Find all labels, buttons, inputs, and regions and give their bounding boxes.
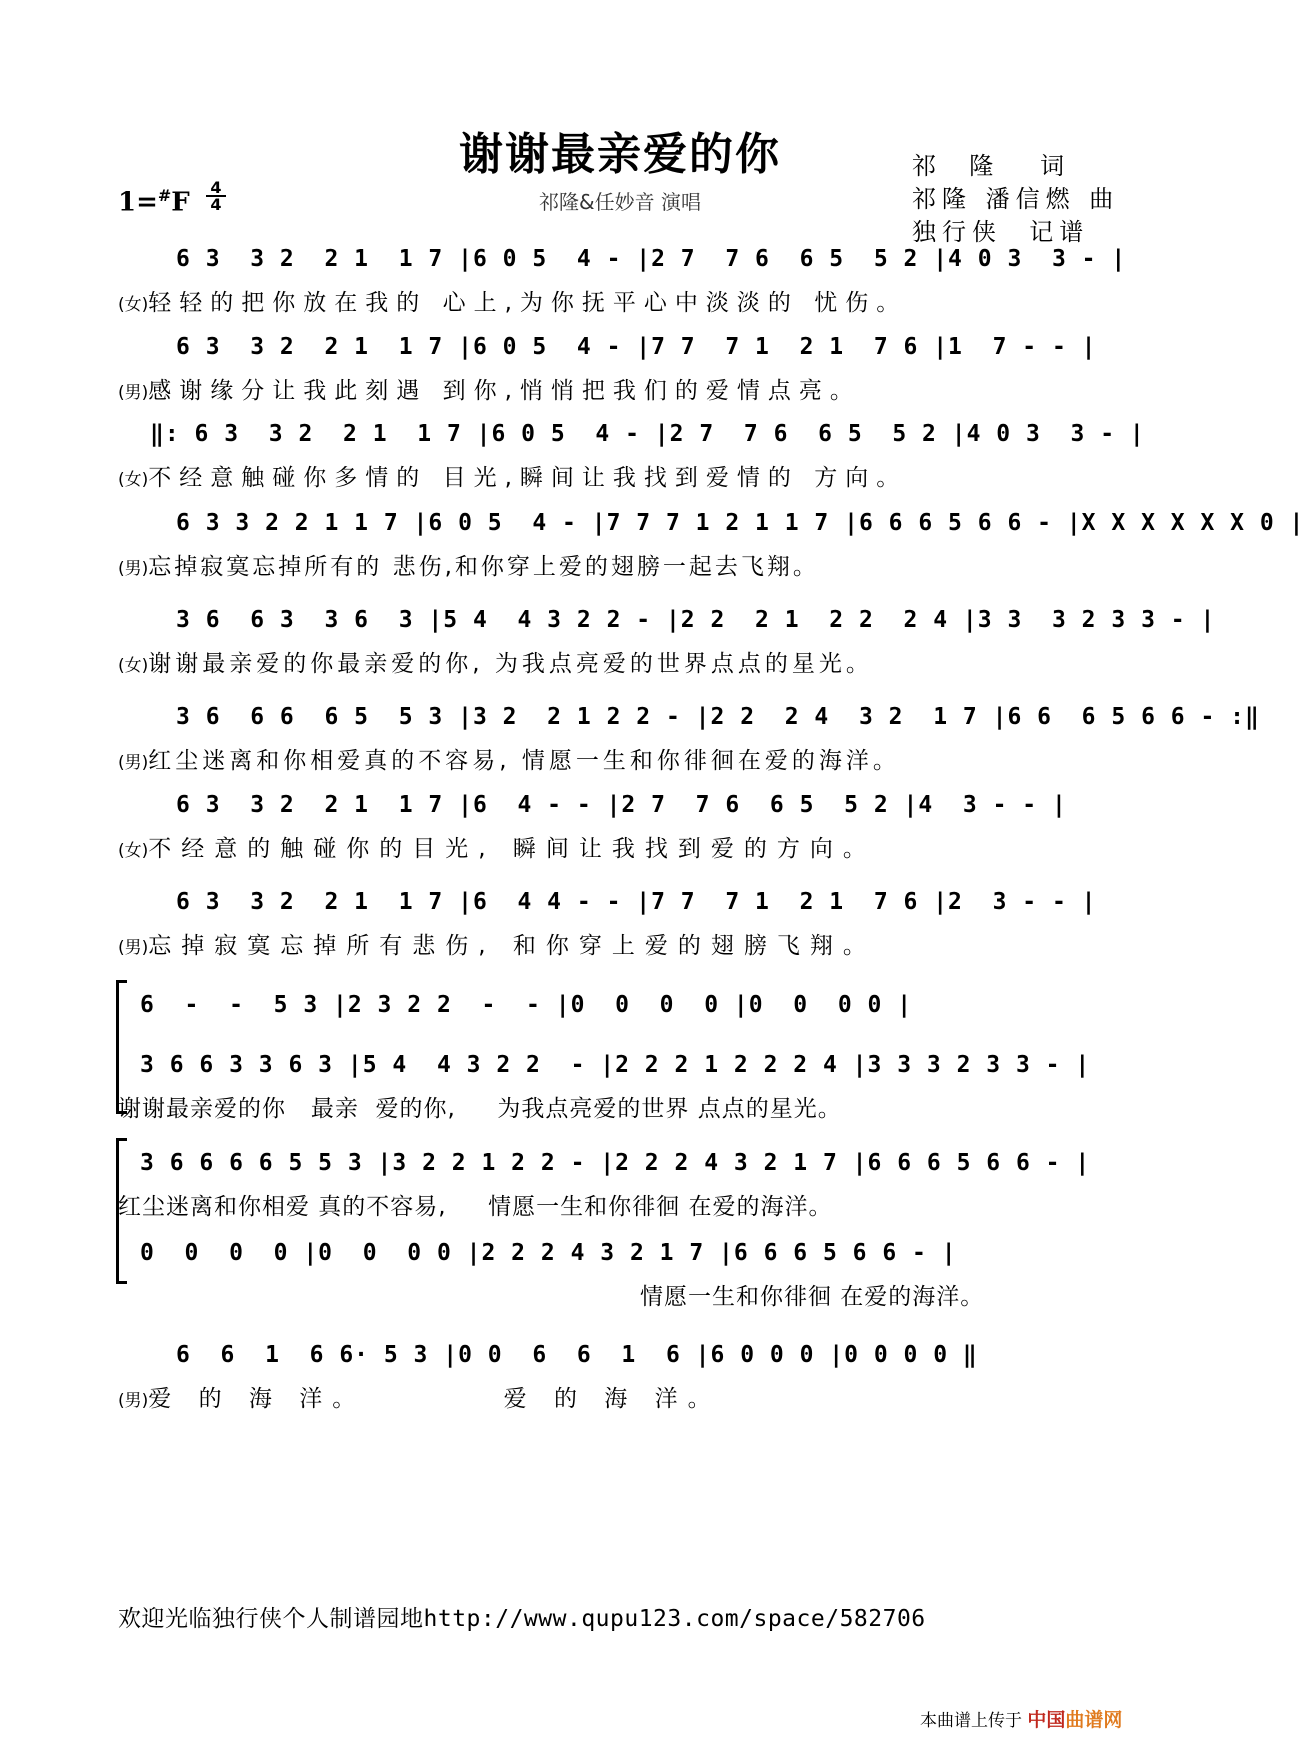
lyric-line: (女)谢谢最亲爱的你最亲爱的你, 为我点亮爱的世界点点的星光。 xyxy=(118,651,873,677)
lyric-line: (男)忘掉寂寞忘掉所有悲伤, 和你穿上爱的翅膀飞翔。 xyxy=(118,933,876,959)
notation-line: 6 6 1 6 6· 5 3 |0 0 6 6 1 6 |6 0 0 0 |0 0 0 0 ‖ xyxy=(176,1342,978,1368)
lyric-line: (女)不经意的触碰你的目光, 瞬间让我找到爱的方向。 xyxy=(118,836,876,862)
time-signature: 4 4 xyxy=(206,180,226,212)
lyric-line: (男)感谢缘分让我此刻遇 到你,悄悄把我们的爱情点亮。 xyxy=(118,378,861,404)
notation-line: 6 3 3 2 2 1 1 7 |6 4 - - |2 7 7 6 6 5 5 2 |4 3 - - | xyxy=(176,792,1067,818)
brand-logo-a: 中国 xyxy=(1027,1709,1066,1731)
composer-credit: 祁隆 潘信燃 曲 xyxy=(912,185,1120,213)
notation-line: ‖: 6 3 3 2 2 1 1 7 |6 0 5 4 - |2 7 7 6 6 5 5 2 |4 0 3 3 - | xyxy=(150,421,1145,447)
page-title: 谢谢最亲爱的你 xyxy=(459,129,781,180)
footer-text: 欢迎光临独行侠个人制谱园地http://www.qupu123.com/space/582706 xyxy=(118,1606,926,1632)
lower-voice-notation: 3 6 6 3 3 6 3 |5 4 4 3 2 2 - |2 2 2 1 2 2 2 4 |3 3 3 2 3 3 - | xyxy=(140,1052,1091,1078)
key-signature: 1=#F xyxy=(118,186,190,218)
notation-line: 3 6 6 6 6 5 5 3 |3 2 2 1 2 2 - |2 2 2 4 3 2 1 7 |6 6 6 5 6 6 - :‖ xyxy=(176,704,1260,730)
notation-line: 3 6 6 3 3 6 3 |5 4 4 3 2 2 - |2 2 2 1 2 2 2 4 |3 3 3 2 3 3 - | xyxy=(176,607,1216,633)
lyric-line: 红尘迷离和你相爱 真的不容易, 情愿一生和你徘徊 在爱的海洋。 xyxy=(118,1194,833,1220)
singers: 祁隆&任妙音 演唱 xyxy=(539,190,701,214)
lyricist-credit: 祁 隆 词 xyxy=(912,152,1071,180)
upper-voice-notation: 3 6 6 6 6 5 5 3 |3 2 2 1 2 2 - |2 2 2 4 3 2 1 7 |6 6 6 5 6 6 - | xyxy=(140,1150,1091,1176)
lyric-line: (男)忘掉寂寞忘掉所有的 悲伤,和你穿上爱的翅膀一起去飞翔。 xyxy=(118,554,819,580)
upload-badge: 本曲谱上传于 中国曲谱网 xyxy=(920,1709,1123,1731)
brand-logo-b: 曲谱网 xyxy=(1065,1709,1123,1731)
lower-voice-notation: 0 0 0 0 |0 0 0 0 |2 2 2 4 3 2 1 7 |6 6 6 5 6 6 - | xyxy=(140,1240,957,1266)
lyric-line: (男)爱 的 海 洋。 爱 的 海 洋。 xyxy=(118,1386,721,1412)
notation-line: 6 3 3 2 2 1 1 7 |6 0 5 4 - |2 7 7 6 6 5 5 2 |4 0 3 3 - | xyxy=(176,246,1127,272)
lyric-line: (女)不经意触碰你多情的 目光,瞬间让我找到爱情的 方向。 xyxy=(118,465,908,491)
notation-line: 6 3 3 2 2 1 1 7 |6 0 5 4 - |7 7 7 1 2 1 1 7 |6 6 6 5 6 6 - |X X X X X X 0 | xyxy=(176,510,1304,536)
lyric-line: (女)轻轻的把你放在我的 心上,为你抚平心中淡淡的 忧伤。 xyxy=(118,290,908,316)
lyric-line: (男)红尘迷离和你相爱真的不容易, 情愿一生和你徘徊在爱的海洋。 xyxy=(118,748,900,774)
credits xyxy=(912,150,1119,249)
lyric-line: 情愿一生和你徘徊 在爱的海洋。 xyxy=(640,1284,985,1310)
upper-voice-notation: 6 - - 5 3 |2 3 2 2 - - |0 0 0 0 |0 0 0 0 | xyxy=(140,992,913,1018)
lyric-line: 谢谢最亲爱的你 最亲 爱的你, 为我点亮爱的世界 点点的星光。 xyxy=(118,1096,842,1122)
transcriber-credit: 独行侠 记谱 xyxy=(912,218,1090,246)
notation-line: 6 3 3 2 2 1 1 7 |6 4 4 - - |7 7 7 1 2 1 7 6 |2 3 - - | xyxy=(176,889,1097,915)
notation-line: 6 3 3 2 2 1 1 7 |6 0 5 4 - |7 7 7 1 2 1 7 6 |1 7 - - | xyxy=(176,334,1097,360)
